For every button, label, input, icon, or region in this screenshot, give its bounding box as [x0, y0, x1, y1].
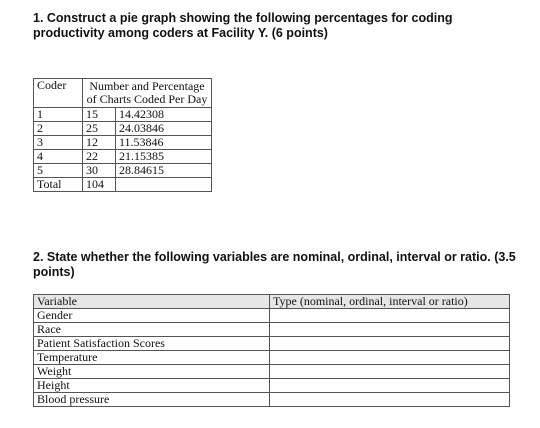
cell-number: 30 — [83, 164, 116, 178]
cell-variable: Race — [34, 323, 270, 337]
cell-variable: Patient Satisfaction Scores — [34, 337, 270, 351]
header-variable: Variable — [34, 295, 270, 309]
table-row — [34, 337, 510, 351]
cell-variable: Gender — [34, 309, 270, 323]
cell-coder: 4 — [34, 150, 83, 164]
cell-variable: Height — [34, 379, 270, 393]
cell-coder: 2 — [34, 122, 83, 136]
coder-productivity-table — [33, 78, 212, 192]
cell-number: 25 — [83, 122, 116, 136]
table-row — [34, 164, 212, 178]
table-row — [34, 122, 212, 136]
table-row — [34, 150, 212, 164]
header-number-percentage: Number and Percentage of Charts Coded Per Day — [83, 79, 212, 108]
cell-percent: 28.84615 — [116, 164, 212, 178]
cell-variable: Weight — [34, 365, 270, 379]
table-total-row — [34, 178, 212, 192]
cell-total-empty — [116, 178, 212, 192]
variables-table — [33, 294, 510, 407]
table-row — [34, 108, 212, 122]
cell-type-answer[interactable] — [270, 309, 510, 323]
cell-percent: 11.53846 — [116, 136, 212, 150]
table-row — [34, 309, 510, 323]
cell-total-value: 104 — [83, 178, 116, 192]
cell-number: 15 — [83, 108, 116, 122]
table-row — [34, 351, 510, 365]
header-coder: Coder — [34, 79, 83, 108]
table-header-row — [34, 79, 212, 108]
cell-type-answer[interactable] — [270, 379, 510, 393]
cell-coder: 1 — [34, 108, 83, 122]
cell-coder: 3 — [34, 136, 83, 150]
table-row — [34, 393, 510, 407]
cell-type-answer[interactable] — [270, 337, 510, 351]
cell-percent: 21.15385 — [116, 150, 212, 164]
cell-type-answer[interactable] — [270, 323, 510, 337]
question-2-heading: 2. State whether the following variables are nominal, ordinal, interval or ratio. (3.5 points) — [33, 250, 516, 279]
cell-number: 12 — [83, 136, 116, 150]
cell-number: 22 — [83, 150, 116, 164]
table-row — [34, 365, 510, 379]
table-row — [34, 323, 510, 337]
cell-type-answer[interactable] — [270, 393, 510, 407]
cell-total-label: Total — [34, 178, 83, 192]
table-header-row — [34, 295, 510, 309]
header-type: Type (nominal, ordinal, interval or ratio) — [270, 295, 510, 309]
cell-type-answer[interactable] — [270, 351, 510, 365]
cell-coder: 5 — [34, 164, 83, 178]
cell-variable: Blood pressure — [34, 393, 270, 407]
cell-type-answer[interactable] — [270, 365, 510, 379]
table-row — [34, 379, 510, 393]
table-row — [34, 136, 212, 150]
question-1-heading: 1. Construct a pie graph showing the following percentages for coding productivity among coders at Facility Y. (6 points) — [33, 11, 453, 40]
cell-percent: 14.42308 — [116, 108, 212, 122]
cell-percent: 24.03846 — [116, 122, 212, 136]
cell-variable: Temperature — [34, 351, 270, 365]
